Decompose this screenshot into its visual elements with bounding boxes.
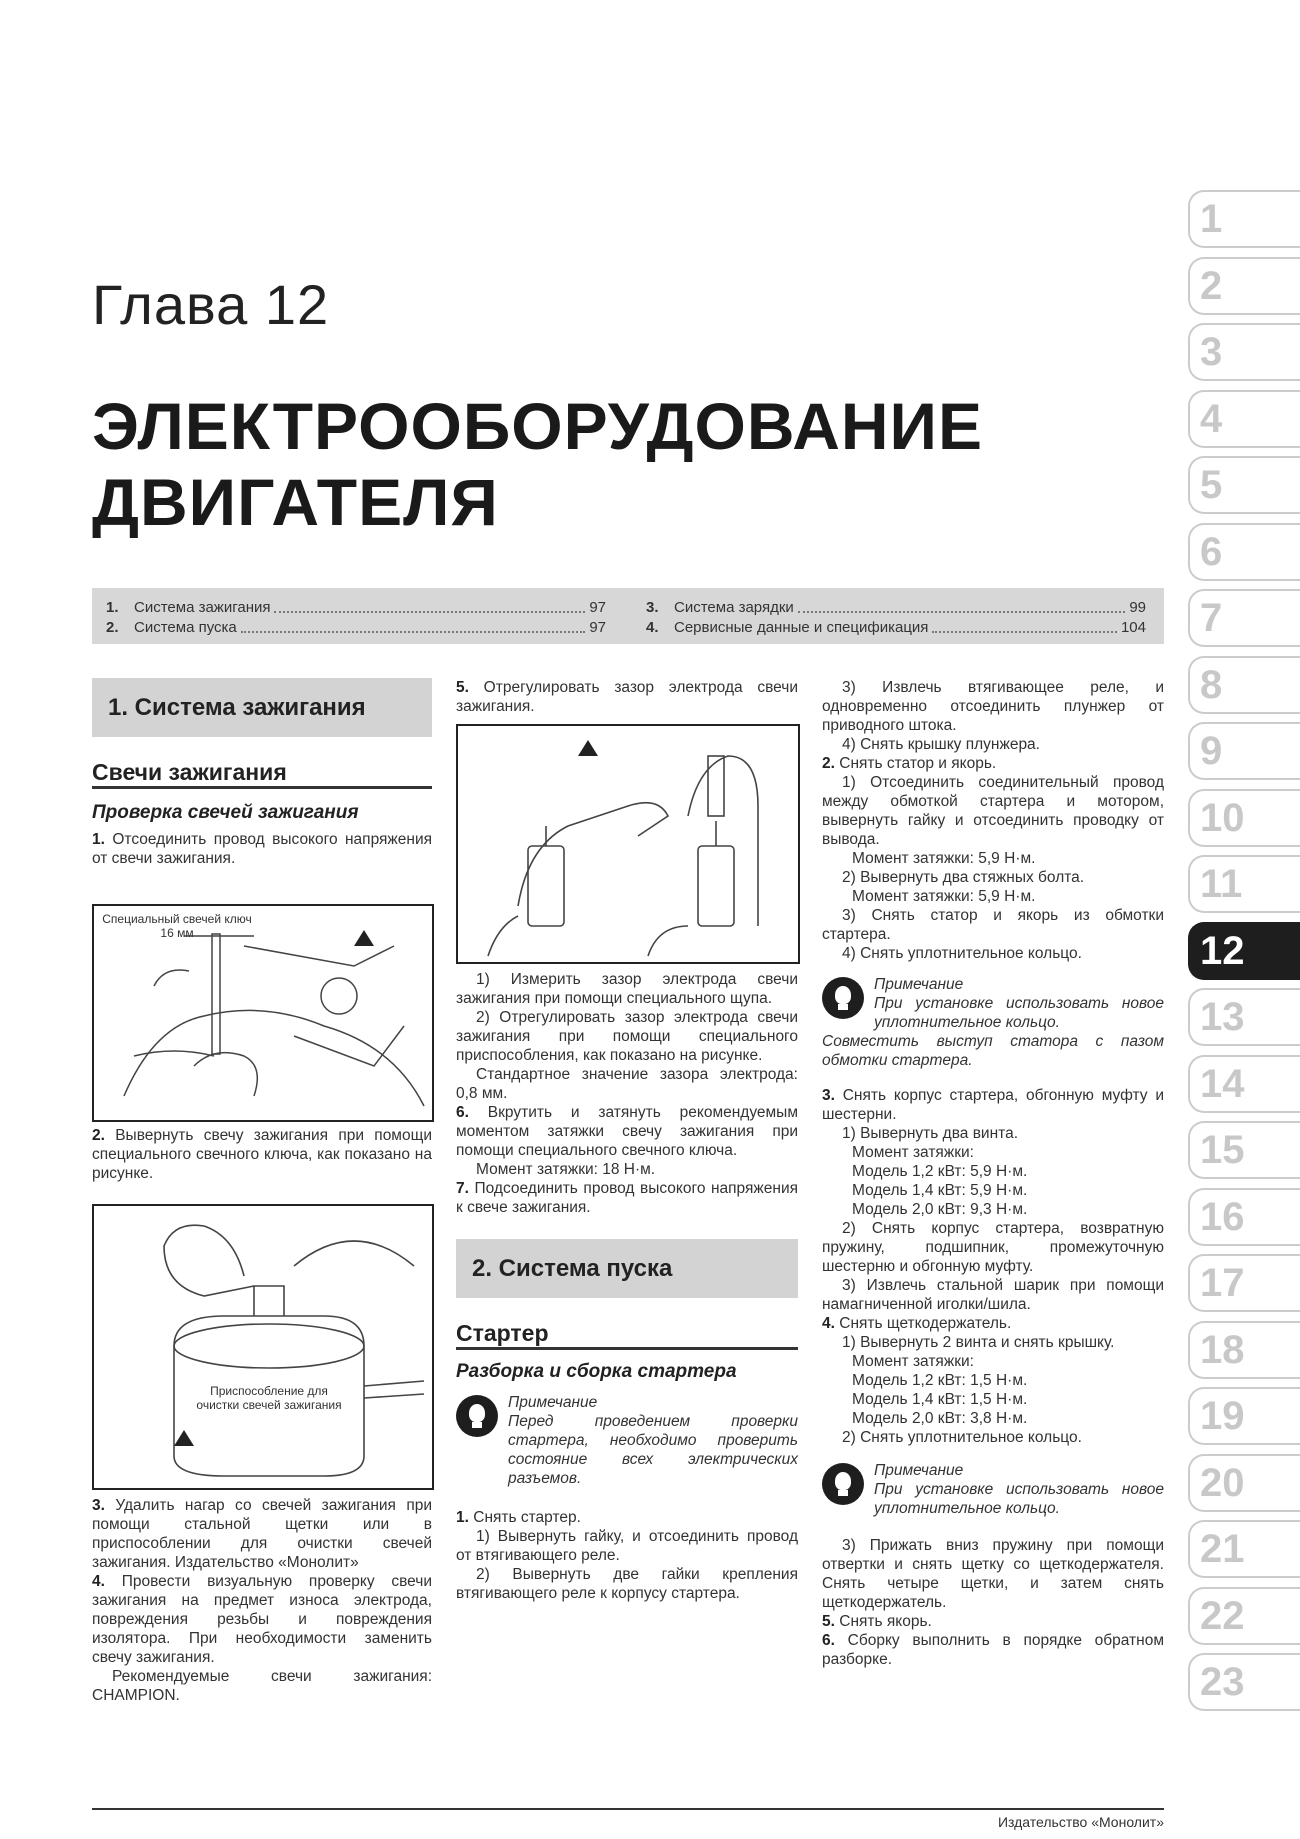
paragraph: 3) Извлечь стальной шарик при помощи намагниченной иголки/шила. — [822, 1277, 1164, 1313]
figure-electrode-gap — [456, 724, 800, 964]
chapter-tab-14[interactable]: 14 — [1188, 1055, 1300, 1113]
illustration-electrode-gap — [458, 726, 798, 962]
toc-label: Система зажигания — [134, 599, 271, 616]
chapter-tab-2[interactable]: 2 — [1188, 257, 1300, 315]
chapter-title-line1: ЭЛЕКТРООБОРУДОВАНИЕ — [92, 389, 983, 463]
toc-label: Сервисные данные и спецификация — [674, 619, 929, 636]
column-1 — [92, 678, 432, 868]
paragraph — [822, 754, 1164, 773]
column-3 — [822, 678, 1164, 1669]
paragraph: 4) Снять уплотнительное кольцо. — [842, 945, 1082, 962]
chapter-tab-23[interactable]: 23 — [1188, 1653, 1300, 1711]
step-text: Провести визуальную проверку свечи зажигания на предмет износа электрода, повреждения резьбы и повреждения изолятора. При необходимости заменить свечу зажигания. — [92, 1573, 432, 1666]
paragraph: Модель 2,0 кВт: 9,3 Н·м. — [852, 1201, 1028, 1218]
chapter-tab-9[interactable]: 9 — [1188, 722, 1300, 780]
chapter-tab-11[interactable]: 11 — [1188, 855, 1300, 913]
figure-caption: Приспособление для очистки свечей зажигания — [196, 1384, 342, 1412]
figure-spark-plug-wrench — [92, 904, 434, 1122]
chapter-tabs — [1188, 190, 1300, 1720]
footer-rule — [92, 1808, 1164, 1810]
paragraph — [92, 830, 432, 868]
step-text: Снять якорь. — [839, 1613, 932, 1630]
paragraph: 1) Отсоединить соединительный провод между обмоткой стартера и мотором, вывернуть гайку и отсоединить проводку от вывода. — [822, 774, 1164, 848]
paragraph — [92, 1126, 432, 1183]
toc-leader — [798, 598, 1126, 613]
toc-item[interactable] — [106, 618, 606, 638]
table-of-contents — [92, 588, 1164, 644]
toc-num: 4. — [646, 619, 659, 636]
paragraph: 1) Измерить зазор электрода свечи зажигания при помощи специального щупа. — [456, 971, 798, 1007]
step-text: Вывернуть свечу зажигания при помощи специального свечного ключа, как показано на рисунке. — [92, 1127, 432, 1182]
lightbulb-icon — [822, 1463, 864, 1505]
step-number: 1. — [92, 831, 105, 848]
note-text: Перед проведением проверки стартера, необходимо проверить состояние всех электрических разъемов. — [508, 1413, 798, 1487]
step-text: Отсоединить провод высокого напряжения от свечи зажигания. — [92, 831, 433, 867]
paragraph: Модель 1,2 кВт: 1,5 Н·м. — [852, 1372, 1028, 1389]
paragraph: Рекомендуемые свечи зажигания: CHAMPION. — [92, 1668, 432, 1704]
step-number: 6. — [822, 1632, 835, 1649]
step-number: 3. — [822, 1087, 835, 1104]
paragraph: 3) Прижать вниз пружину при помощи отвертки и снять щетку со щеткодержателя. Снять четыре щетки, и затем снять щеткодержатель. — [822, 1537, 1164, 1611]
step-text: Снять стартер. — [473, 1509, 581, 1526]
paragraph: 3) Извлечь втягивающее реле, и одновременно отсоединить плунжер от приводного штока. — [822, 679, 1164, 734]
step-number: 7. — [456, 1180, 469, 1197]
chapter-tab-6[interactable]: 6 — [1188, 523, 1300, 581]
chapter-tab-16[interactable]: 16 — [1188, 1188, 1300, 1246]
subsection-heading: Стартер — [456, 1324, 798, 1350]
paragraph: 1) Вывернуть гайку, и отсоединить провод от втягивающего реле. — [456, 1528, 798, 1564]
step-number: 2. — [822, 755, 835, 772]
paragraph: 3) Снять статор и якорь из обмотки стартера. — [822, 907, 1164, 943]
paragraph: 2) Вывернуть два стяжных болта. — [842, 869, 1085, 886]
step-number: 4. — [822, 1315, 835, 1332]
chapter-tab-17[interactable]: 17 — [1188, 1254, 1300, 1312]
toc-leader — [932, 618, 1117, 633]
section-heading: 2. Система пуска — [456, 1239, 798, 1298]
chapter-tab-5[interactable]: 5 — [1188, 456, 1300, 514]
paragraph — [456, 1508, 798, 1527]
paragraph: Стандартное значение зазора электрода: 0,8 мм. — [456, 1066, 798, 1102]
step-text: Подсоединить провод высокого напряжения к свече зажигания. — [456, 1180, 799, 1216]
paragraph: Момент затяжки: 5,9 Н·м. — [852, 850, 1036, 867]
toc-page: 99 — [1129, 599, 1146, 616]
step-number: 4. — [92, 1573, 105, 1590]
toc-num: 1. — [106, 599, 119, 616]
chapter-title-line2: ДВИГАТЕЛЯ — [92, 465, 499, 539]
paragraph — [822, 1612, 1164, 1631]
paragraph: 2) Вывернуть две гайки крепления втягивающего реле к корпусу стартера. — [456, 1566, 798, 1602]
chapter-tab-21[interactable]: 21 — [1188, 1520, 1300, 1578]
illustration-plug-cleaner — [94, 1206, 432, 1488]
toc-item[interactable] — [106, 598, 606, 618]
paragraph — [456, 1103, 798, 1160]
step-number: 5. — [822, 1613, 835, 1630]
lightbulb-icon — [456, 1395, 498, 1437]
paragraph: Момент затяжки: — [852, 1353, 974, 1370]
paragraph: 2) Снять уплотнительное кольцо. — [842, 1429, 1082, 1446]
note-box — [822, 975, 1164, 1032]
note-title: Примечание — [508, 1394, 598, 1411]
chapter-tab-22[interactable]: 22 — [1188, 1587, 1300, 1645]
lightbulb-icon — [822, 977, 864, 1019]
subsubsection-heading: Разборка и сборка стартера — [456, 1361, 737, 1382]
chapter-tab-18[interactable]: 18 — [1188, 1321, 1300, 1379]
toc-page: 104 — [1120, 619, 1146, 636]
toc-num: 2. — [106, 619, 119, 636]
paragraph: 2) Снять корпус стартера, возвратную пружину, подшипник, промежуточную шестерню и обгонную муфту. — [822, 1220, 1164, 1275]
paragraph: 2) Отрегулировать зазор электрода свечи зажигания при помощи специального приспособления, как показано на рисунке. — [456, 1009, 798, 1064]
section-heading: 1. Система зажигания — [92, 678, 432, 737]
step-number: 2. — [92, 1127, 105, 1144]
toc-label: Система зарядки — [674, 599, 794, 616]
chapter-tab-10[interactable]: 10 — [1188, 789, 1300, 847]
paragraph — [822, 1086, 1164, 1124]
paragraph — [456, 1179, 798, 1217]
toc-column-left — [106, 598, 606, 638]
paragraph — [822, 1631, 1164, 1669]
chapter-tab-3[interactable]: 3 — [1188, 323, 1300, 381]
paragraph — [92, 1572, 432, 1667]
toc-item[interactable] — [646, 598, 1146, 618]
note-text: При установке использовать новое уплотнительное кольцо. — [874, 1481, 1164, 1517]
toc-column-right — [646, 598, 1146, 638]
column-2-body — [456, 970, 798, 1603]
toc-leader — [241, 618, 586, 633]
note-title: Примечание — [874, 976, 964, 993]
toc-page: 97 — [589, 599, 606, 616]
chapter-tab-15[interactable]: 15 — [1188, 1121, 1300, 1179]
chapter-tab-20[interactable]: 20 — [1188, 1454, 1300, 1512]
note-text: При установке использовать новое уплотнительное кольцо. — [874, 995, 1164, 1031]
chapter-tab-19[interactable]: 19 — [1188, 1387, 1300, 1445]
column-1-bottom — [92, 1496, 432, 1705]
chapter-title — [92, 388, 983, 540]
toc-item[interactable] — [646, 618, 1146, 638]
chapter-label: Глава 12 — [92, 273, 330, 336]
chapter-tab-13[interactable]: 13 — [1188, 988, 1300, 1046]
paragraph — [822, 1314, 1164, 1333]
paragraph: Модель 1,4 кВт: 1,5 Н·м. — [852, 1391, 1028, 1408]
toc-label: Система пуска — [134, 619, 237, 636]
chapter-tab-8[interactable]: 8 — [1188, 656, 1300, 714]
figure-caption: Специальный свечей ключ 16 мм — [102, 912, 252, 940]
paragraph: 1) Вывернуть два винта. — [842, 1125, 1018, 1142]
column-1-continued — [92, 1126, 432, 1183]
note-box — [822, 1461, 1164, 1518]
paragraph: Момент затяжки: 18 Н·м. — [476, 1161, 656, 1178]
toc-leader — [274, 598, 585, 613]
step-text: Снять статор и якорь. — [839, 755, 997, 772]
step-number: 6. — [456, 1104, 469, 1121]
step-text: Сборку выполнить в порядке обратном разборке. — [822, 1632, 1164, 1668]
chapter-tab-1[interactable]: 1 — [1188, 190, 1300, 248]
paragraph: Момент затяжки: — [852, 1144, 974, 1161]
chapter-tab-7[interactable]: 7 — [1188, 589, 1300, 647]
paragraph — [456, 678, 798, 716]
step-text: Вкрутить и затянуть рекомендуемым моментом затяжки свечу зажигания при помощи специального свечного ключа. — [456, 1104, 798, 1159]
paragraph — [92, 1496, 432, 1572]
subsection-heading: Свечи зажигания — [92, 763, 432, 789]
paragraph: Модель 1,4 кВт: 5,9 Н·м. — [852, 1182, 1028, 1199]
column-2 — [456, 678, 798, 716]
step-number: 1. — [456, 1509, 469, 1526]
note-title: Примечание — [874, 1462, 964, 1479]
paragraph: 4) Снять крышку плунжера. — [842, 736, 1040, 753]
note-box — [456, 1393, 798, 1488]
paragraph: Модель 1,2 кВт: 5,9 Н·м. — [852, 1163, 1028, 1180]
step-number: 3. — [92, 1497, 105, 1514]
chapter-tab-4[interactable]: 4 — [1188, 390, 1300, 448]
paragraph: 1) Вывернуть 2 винта и снять крышку. — [842, 1334, 1115, 1351]
paragraph: Момент затяжки: 5,9 Н·м. — [852, 888, 1036, 905]
chapter-tab-12[interactable]: 12 — [1188, 922, 1300, 980]
subsubsection-heading: Проверка свечей зажигания — [92, 802, 359, 823]
note-extra: Совместить выступ статора с пазом обмотки стартера. — [822, 1033, 1164, 1069]
step-text: Снять щеткодержатель. — [839, 1315, 1012, 1332]
toc-num: 3. — [646, 599, 659, 616]
step-text: Отрегулировать зазор электрода свечи зажигания. — [456, 679, 798, 715]
step-text: Снять корпус стартера, обгонную муфту и шестерни. — [822, 1087, 1164, 1123]
step-number: 5. — [456, 679, 469, 696]
toc-page: 97 — [589, 619, 606, 636]
figure-plug-cleaner — [92, 1204, 434, 1490]
footer-publisher: Издательство «Монолит» — [997, 1814, 1164, 1830]
step-text: Удалить нагар со свечей зажигания при помощи стальной щетки или в приспособлении для очистки свечей зажигания. Издательство «Монолит» — [92, 1497, 433, 1571]
paragraph: Модель 2,0 кВт: 3,8 Н·м. — [852, 1410, 1028, 1427]
